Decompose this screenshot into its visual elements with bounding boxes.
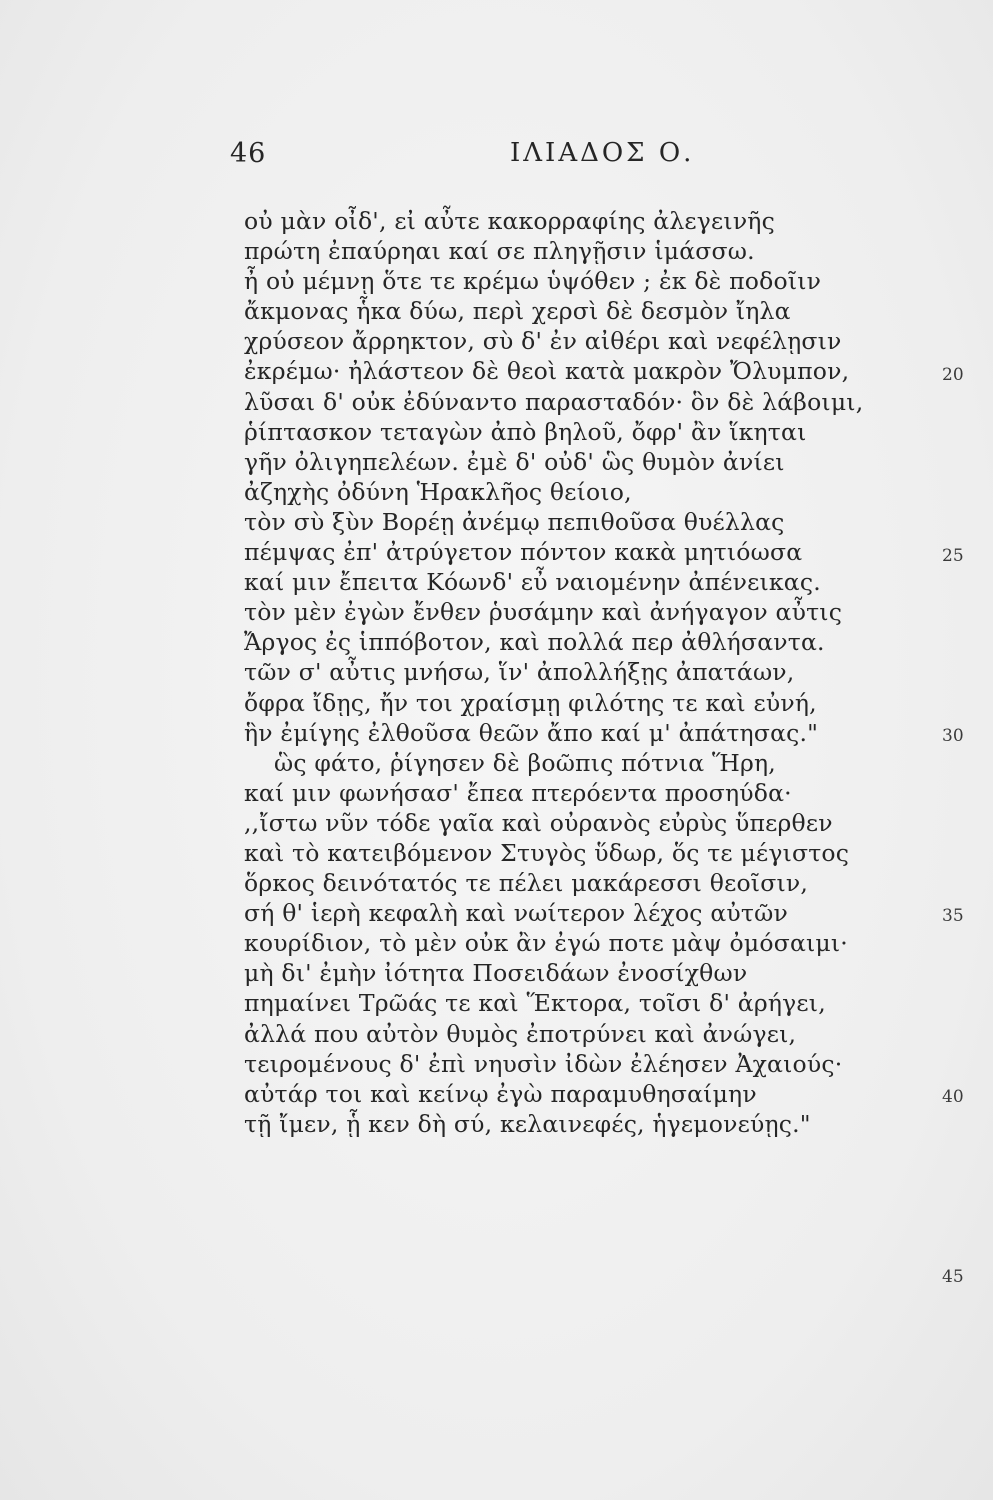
line-number: 35 (942, 906, 964, 926)
line-number: 30 (942, 726, 964, 746)
verse-line: ἐκρέμω· ἠλάστεον δὲ θεοὶ κατὰ μακρὸν Ὄλυμπον, (244, 357, 850, 386)
line-number: 45 (942, 1267, 964, 1287)
line-number: 20 (942, 365, 964, 385)
verse-line: τὸν μὲν ἐγὼν ἔνθεν ῥυσάμην καὶ ἀνήγαγον αὖτις (244, 598, 843, 627)
verse-line: ἀλλά που αὐτὸν θυμὸς ἐποτρύνει καὶ ἀνώγει, (244, 1019, 797, 1048)
line-number: 40 (942, 1087, 964, 1107)
verse-line: καί μιν φωνήσασ' ἔπεα πτερόεντα προσηύδα· (244, 778, 792, 807)
verse-line: αὐτάρ τοι καὶ κείνῳ ἐγὼ παραμυθησαίμην (244, 1079, 757, 1108)
verse-line: ὣς φάτο, ῥίγησεν δὲ βοῶπις πότνια Ἥρη, (274, 748, 776, 777)
verse-block (244, 206, 904, 1139)
verse-line: ῥίπτασκον τεταγὼν ἀπὸ βηλοῦ, ὄφρ' ἂν ἵκηται (244, 417, 807, 446)
verse-line: καί μιν ἔπειτα Κόωνδ' εὖ ναιομένην ἀπένεικας. (244, 568, 821, 597)
verse-line: Ἄργος ἐς ἱππόβοτον, καὶ πολλά περ ἀθλήσαντα. (244, 628, 825, 657)
verse-line: τῇ ἴμεν, ᾗ κεν δὴ σύ, κελαινεφές, ἡγεμονεύῃς." (244, 1109, 811, 1138)
verse-line: μὴ δι' ἐμὴν ἰότητα Ποσειδάων ἐνοσίχθων (244, 959, 748, 988)
verse-line: ἣν ἐμίγης ἐλθοῦσα θεῶν ἄπο καί μ' ἀπάτησας." (244, 718, 819, 747)
page-number: 46 (230, 138, 267, 169)
verse-line: πημαίνει Τρῶάς τε καὶ Ἕκτορα, τοῖσι δ' ἀρήγει, (244, 989, 826, 1018)
verse-line: πέμψας ἐπ' ἀτρύγετον πόντον κακὰ μητιόωσα (244, 538, 803, 567)
verse-line: ὅρκος δεινότατός τε πέλει μακάρεσσι θεοῖσιν, (244, 869, 809, 898)
verse-line: τειρομένους δ' ἐπὶ νηυσὶν ἰδὼν ἐλέησεν Ἀχαιούς· (244, 1049, 843, 1078)
verse-line: πρώτη ἐπαύρηαι καί σε πληγῇσιν ἱμάσσω. (244, 237, 755, 266)
verse-line: καὶ τὸ κατειβόμενον Στυγὸς ὕδωρ, ὅς τε μέγιστος (244, 838, 850, 867)
verse-line: ἄκμονας ἧκα δύω, περὶ χερσὶ δὲ δεσμὸν ἴηλα (244, 297, 791, 326)
page-header (230, 138, 930, 178)
verse-line: ἦ οὐ μέμνῃ ὅτε τε κρέμω ὑψόθεν ; ἐκ δὲ ποδοῖιν (244, 267, 822, 296)
verse-line: χρύσεον ἄρρηκτον, σὺ δ' ἐν αἰθέρι καὶ νεφέλῃσιν (244, 327, 842, 356)
verse-line: γῆν ὀλιγηπελέων. ἐμὲ δ' οὐδ' ὣς θυμὸν ἀνίει (244, 447, 785, 476)
verse-line: οὐ μὰν οἶδ', εἰ αὖτε κακορραφίης ἀλεγεινῆς (244, 207, 775, 235)
verse-line: λῦσαι δ' οὐκ ἐδύναντο παρασταδόν· ὃν δὲ λάβοιμι, (244, 387, 864, 416)
verse-line: ὄφρα ἴδῃς, ἤν τοι χραίσμῃ φιλότης τε καὶ εὐνή, (244, 688, 817, 717)
verse-line: ἀζηχὴς ὀδύνη Ἡρακλῆος θείοιο, (244, 477, 632, 506)
line-number: 25 (942, 546, 964, 566)
running-title: ΙΛΙΑΔΟΣ Ο. (510, 138, 695, 168)
verse-line: κουρίδιον, τὸ μὲν οὐκ ἂν ἐγώ ποτε μὰψ ὀμόσαιμι· (244, 929, 848, 958)
verse-line: σή θ' ἱερὴ κεφαλὴ καὶ νωίτερον λέχος αὐτῶν (244, 899, 788, 928)
verse-line: ,,ἴστω νῦν τόδε γαῖα καὶ οὐρανὸς εὐρὺς ὕπερθεν (244, 808, 833, 837)
verse-line: τῶν σ' αὖτις μνήσω, ἵν' ἀπολλήξῃς ἀπατάων, (244, 658, 795, 687)
verse-line: τὸν σὺ ξὺν Βορέῃ ἀνέμῳ πεπιθοῦσα θυέλλας (244, 507, 785, 536)
